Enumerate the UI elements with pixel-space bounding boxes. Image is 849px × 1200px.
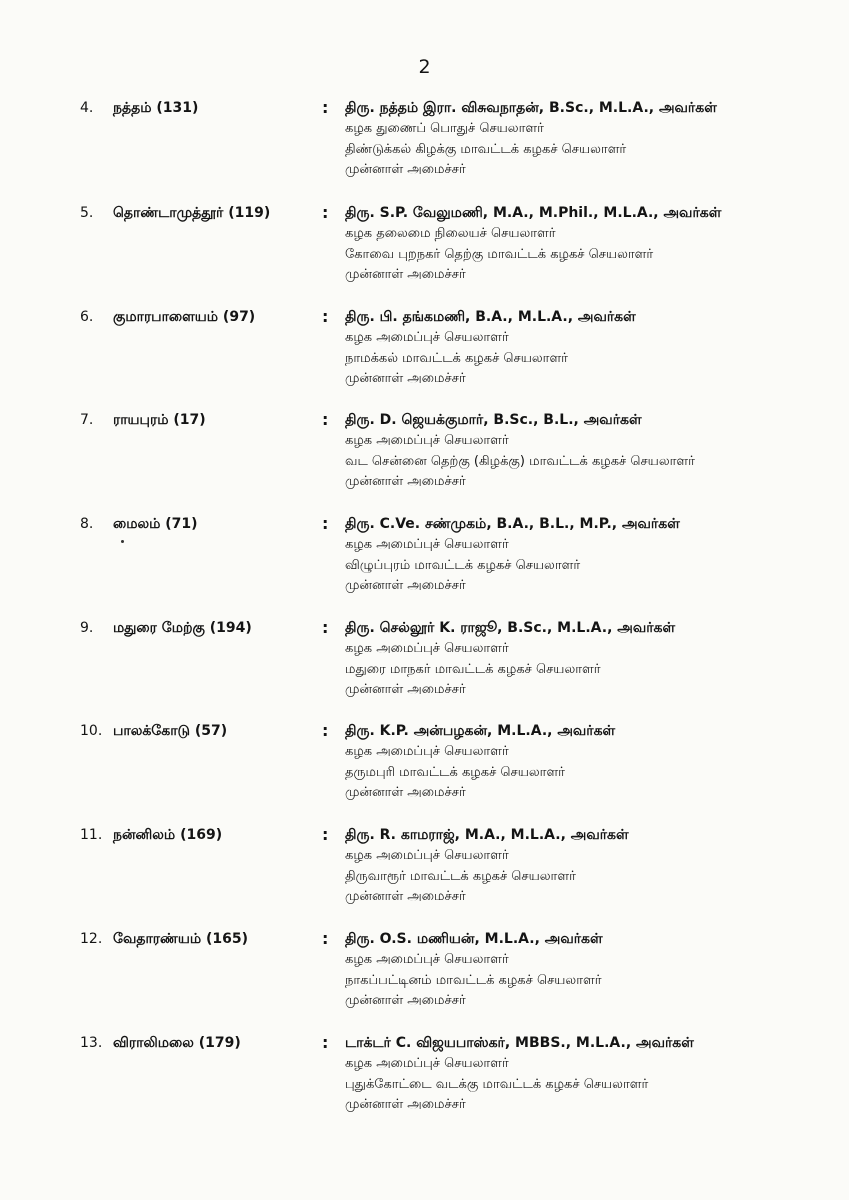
- member-details: [345, 824, 840, 908]
- constituency: மதுரை மேற்கு (194): [113, 620, 252, 636]
- member-name: திரு. C.Ve. சண்முகம், B.A., B.L., M.P., அவர்கள்: [345, 516, 680, 532]
- member-details: [345, 409, 840, 493]
- member-role: நாமக்கல் மாவட்டக் கழகச் செயலாளர்: [345, 350, 568, 366]
- member-role: திண்டுக்கல் கிழக்கு மாவட்டக் கழகச் செயலாளர்: [345, 141, 627, 157]
- member-role: முன்னாள் அமைச்சர்: [345, 785, 466, 800]
- member-role: முன்னாள் அமைச்சர்: [345, 474, 466, 489]
- member-role: கழக அமைப்புச் செயலாளர்: [345, 330, 509, 345]
- constituency: குமாரபாளையம் (97): [113, 309, 256, 325]
- separator-colon: :: [322, 203, 329, 222]
- member-details: [345, 513, 840, 597]
- constituency: வேதாரண்யம் (165): [113, 931, 248, 947]
- member-role: புதுக்கோட்டை வடக்கு மாவட்டக் கழகச் செயலாளர்: [345, 1076, 649, 1092]
- serial-number: 11.: [80, 827, 103, 843]
- member-name: திரு. K.P. அன்பழகன், M.L.A., அவர்கள்: [345, 723, 616, 739]
- member-name: திரு. S.P. வேலுமணி, M.A., M.Phil., M.L.A., அவர்கள்: [345, 205, 722, 221]
- member-role: தருமபுரி மாவட்டக் கழகச் செயலாளர்: [345, 764, 565, 780]
- constituency: மைலம் (71): [113, 516, 198, 532]
- separator-colon: :: [322, 410, 329, 429]
- constituency: நத்தம் (131): [113, 100, 199, 116]
- separator-colon: :: [322, 721, 329, 740]
- separator-colon: :: [322, 98, 329, 117]
- member-details: [345, 617, 840, 701]
- page-number: 2: [418, 56, 431, 78]
- member-role: வட சென்னை தெற்கு (கிழக்கு) மாவட்டக் கழகச் செயலாளர்: [345, 453, 695, 469]
- member-name: திரு. O.S. மணியன், M.L.A., அவர்கள்: [345, 931, 603, 947]
- constituency: பாலக்கோடு (57): [113, 723, 228, 739]
- serial-number: 13.: [80, 1035, 103, 1051]
- serial-number: 4.: [80, 100, 94, 116]
- serial-number: 9.: [80, 620, 94, 636]
- member-role: கழக அமைப்புச் செயலாளர்: [345, 952, 509, 967]
- member-role: கழக அமைப்புச் செயலாளர்: [345, 433, 509, 448]
- member-role: முன்னாள் அமைச்சர்: [345, 682, 466, 697]
- member-details: [345, 97, 840, 181]
- member-role: கழக துணைப் பொதுச் செயலாளர்: [345, 121, 544, 136]
- member-details: [345, 720, 840, 804]
- member-role: கழக தலைமை நிலையச் செயலாளர்: [345, 226, 556, 241]
- member-name: திரு. D. ஜெயக்குமார், B.Sc., B.L., அவர்கள்: [345, 412, 642, 428]
- member-role: நாகப்பட்டினம் மாவட்டக் கழகச் செயலாளர்: [345, 972, 602, 988]
- serial-number: 12.: [80, 931, 103, 947]
- separator-colon: :: [322, 307, 329, 326]
- separator-colon: :: [322, 618, 329, 637]
- serial-number: 10.: [80, 723, 103, 739]
- member-role: கழக அமைப்புச் செயலாளர்: [345, 641, 509, 656]
- member-role: கோவை புறநகர் தெற்கு மாவட்டக் கழகச் செயலாளர்: [345, 246, 654, 262]
- member-name: டாக்டர் C. விஜயபாஸ்கர், MBBS., M.L.A., அவர்கள்: [345, 1035, 694, 1051]
- member-details: [345, 306, 840, 390]
- member-details: [345, 928, 840, 1012]
- member-role: விழுப்புரம் மாவட்டக் கழகச் செயலாளர்: [345, 557, 581, 573]
- constituency: தொண்டாமுத்தூர் (119): [113, 205, 271, 221]
- member-role: திருவாரூர் மாவட்டக் கழகச் செயலாளர்: [345, 868, 576, 884]
- member-role: முன்னாள் அமைச்சர்: [345, 993, 466, 1008]
- member-role: முன்னாள் அமைச்சர்: [345, 1097, 466, 1112]
- member-name: திரு. செல்லூர் K. ராஜூ, B.Sc., M.L.A., அவர்கள்: [345, 620, 676, 636]
- serial-number: 7.: [80, 412, 94, 428]
- member-details: [345, 202, 840, 286]
- member-name: திரு. நத்தம் இரா. விசுவநாதன், B.Sc., M.L.A., அவர்கள்: [345, 100, 717, 116]
- member-role: கழக அமைப்புச் செயலாளர்: [345, 744, 509, 759]
- constituency: விராலிமலை (179): [113, 1035, 241, 1051]
- member-role: முன்னாள் அமைச்சர்: [345, 267, 466, 282]
- serial-number: 6.: [80, 309, 94, 325]
- member-role: மதுரை மாநகர் மாவட்டக் கழகச் செயலாளர்: [345, 661, 601, 677]
- serial-number: 8.: [80, 516, 94, 532]
- constituency: நன்னிலம் (169): [113, 827, 223, 843]
- member-name: திரு. R. காமராஜ், M.A., M.L.A., அவர்கள்: [345, 827, 629, 843]
- constituency: ராயபுரம் (17): [113, 412, 206, 428]
- member-details: [345, 1032, 840, 1116]
- member-role: கழக அமைப்புச் செயலாளர்: [345, 537, 509, 552]
- member-role: முன்னாள் அமைச்சர்: [345, 889, 466, 904]
- member-role: கழக அமைப்புச் செயலாளர்: [345, 1056, 509, 1071]
- separator-colon: :: [322, 514, 329, 533]
- member-role: முன்னாள் அமைச்சர்: [345, 162, 466, 177]
- member-role: முன்னாள் அமைச்சர்: [345, 371, 466, 386]
- member-role: கழக அமைப்புச் செயலாளர்: [345, 848, 509, 863]
- separator-colon: :: [322, 825, 329, 844]
- member-role: முன்னாள் அமைச்சர்: [345, 578, 466, 593]
- member-name: திரு. பி. தங்கமணி, B.A., M.L.A., அவர்கள்: [345, 309, 636, 325]
- serial-number: 5.: [80, 205, 94, 221]
- scan-speck: [121, 540, 124, 543]
- separator-colon: :: [322, 1033, 329, 1052]
- separator-colon: :: [322, 929, 329, 948]
